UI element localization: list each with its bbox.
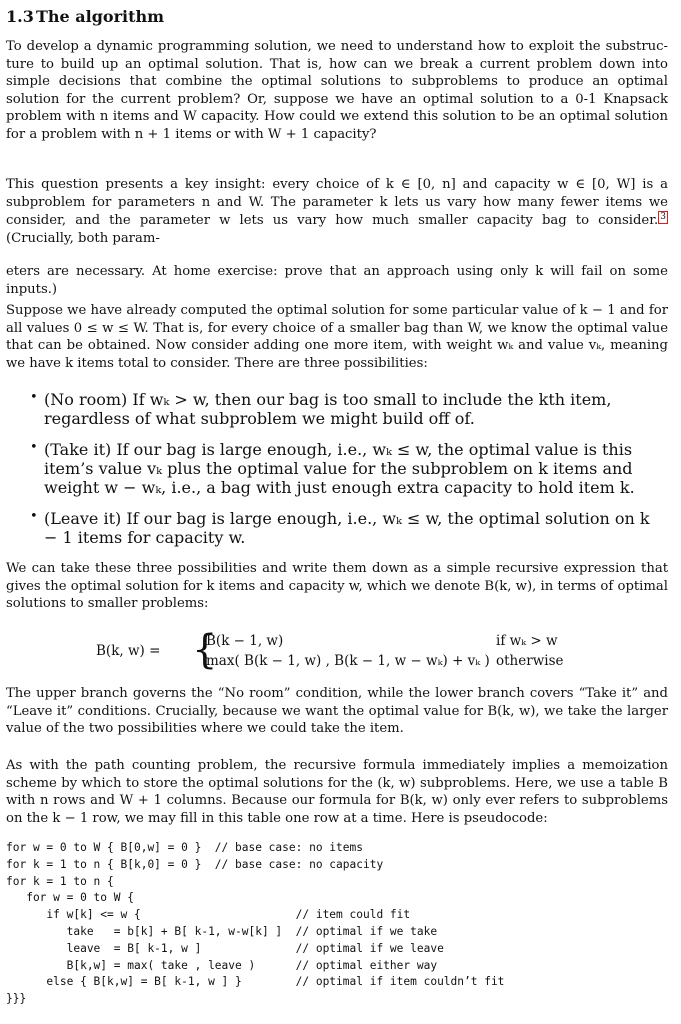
footnote-link[interactable]: 3 bbox=[660, 212, 666, 223]
equation-brace: { bbox=[192, 627, 218, 673]
paragraph-1: To develop a dynamic programming solution, we need to understand how to exploit the substructure to build up an optimal solution. That is, how can we break a current problem down into simple decisions that combine the optimal solutions to subproblems to produce an optimal solution for the current problem? Or, suppose we have an optimal solution to a 0-1 Knapsack problem with n items and W capacity. How could we extend this solution to be an optimal solution for a problem with n + 1 items or with W + 1 capacity? bbox=[6, 39, 668, 142]
possibilities-list bbox=[6, 390, 668, 559]
paragraph-3: Suppose we have already computed the optimal solution for some particular value of k − 1 and for all values 0 ≤ w ≤ W. That is, for every choice of a smaller bag than W, we know the optimal value that can be obtained. Now consider adding one more item, with weight wₖ and value vₖ, meaning we have k items total to consider. There are three possibilities: bbox=[6, 303, 668, 371]
paragraph-4: We can take these three possibilities and write them down as a simple recursive expression that gives the optimal solution for k items and capacity w, which we denote B(k, w), in terms of optimal solutions to smaller problems: bbox=[6, 561, 668, 612]
equation-condition-1: if wₖ > w bbox=[496, 633, 558, 649]
paragraph-recursive bbox=[6, 560, 668, 613]
section-title: The algorithm bbox=[36, 7, 165, 26]
pseudocode-block: for w = 0 to W { B[0,w] = 0 } // base case: no items for k = 1 to n { B[k,0] = 0 } // base case: no capacity for k = 1 to n { for w = 0 to W { if w[k] <= w { // item could fit take = b[k] + B[ k-1, w-w[k] ] // optimal if we take leave = B[ k-1, w ] // optimal if we leave B[k,w] = max( take , leave ) // optimal either way else { B[k,w] = B[ k-1, w ] } // optimal if item couldn’t fit }}} bbox=[6, 841, 505, 1006]
paragraph-suppose bbox=[6, 302, 668, 372]
bullet-take-it: • (Take it) If our bag is large enough, i.e., wₖ ≤ w, the optimal value is this item’s value vₖ plus the optimal value for the subproblem on k items and weight w − wₖ, i.e., a bag with just enough extra capacity to hold item k. bbox=[6, 440, 668, 497]
section-heading bbox=[6, 7, 668, 26]
equation-row-1: B(k − 1, w) bbox=[206, 633, 284, 649]
paragraph-2-tail: (Crucially, both param- bbox=[6, 230, 160, 246]
equation-row-2: max( B(k − 1, w) , B(k − 1, w − wₖ) + vₖ ) bbox=[206, 653, 490, 669]
recurrence-equation bbox=[96, 627, 586, 673]
paragraph-2-text: This question presents a key insight: every choice of k ∈ [0, n] and capacity w ∈ [0, W] is a subproblem for parameters n and W. The parameter k lets us vary how many fewer items we consider, and the parameter w lets us vary how much smaller capacity bag to consider. bbox=[6, 177, 668, 229]
paragraph-6: As with the path counting problem, the recursive formula immediately implies a memoization scheme by which to store the optimal solutions for the (k, w) subproblems. Here, we use a table B with n rows and W + 1 columns. Because our formula for B(k, w) only ever refers to subproblems on the k − 1 row, we may fill in this table one row at a time. Here is pseudocode: bbox=[6, 758, 668, 826]
paragraph-intro bbox=[6, 38, 668, 144]
bullet-list bbox=[6, 390, 668, 547]
paragraph-2-continued: eters are necessary. At home exercise: prove that an approach using only k will fail on some inputs.) bbox=[6, 264, 668, 297]
paragraph-5: The upper branch governs the “No room” condition, while the lower branch covers “Take it” and “Leave it” conditions. Crucially, because we want the optimal value for B(k, w), we take the larger value of the two possibilities where we could take the item. bbox=[6, 686, 668, 737]
bullet-no-room: • (No room) If wₖ > w, then our bag is too small to include the kth item, regardless of what subproblem we might build off of. bbox=[6, 390, 668, 428]
paragraph-continuation bbox=[6, 263, 668, 298]
section-number: 1.3 bbox=[6, 7, 34, 26]
paragraph-memoization bbox=[6, 757, 668, 827]
equation-condition-2: otherwise bbox=[496, 653, 564, 669]
paragraph-2 bbox=[6, 176, 668, 247]
bullet-leave-it: • (Leave it) If our bag is large enough, i.e., wₖ ≤ w, the optimal solution on k − 1 items for capacity w. bbox=[6, 509, 668, 547]
paragraph-branches bbox=[6, 685, 668, 738]
paragraph-insight bbox=[6, 176, 668, 247]
equation-lhs: B(k, w) = bbox=[96, 643, 161, 659]
